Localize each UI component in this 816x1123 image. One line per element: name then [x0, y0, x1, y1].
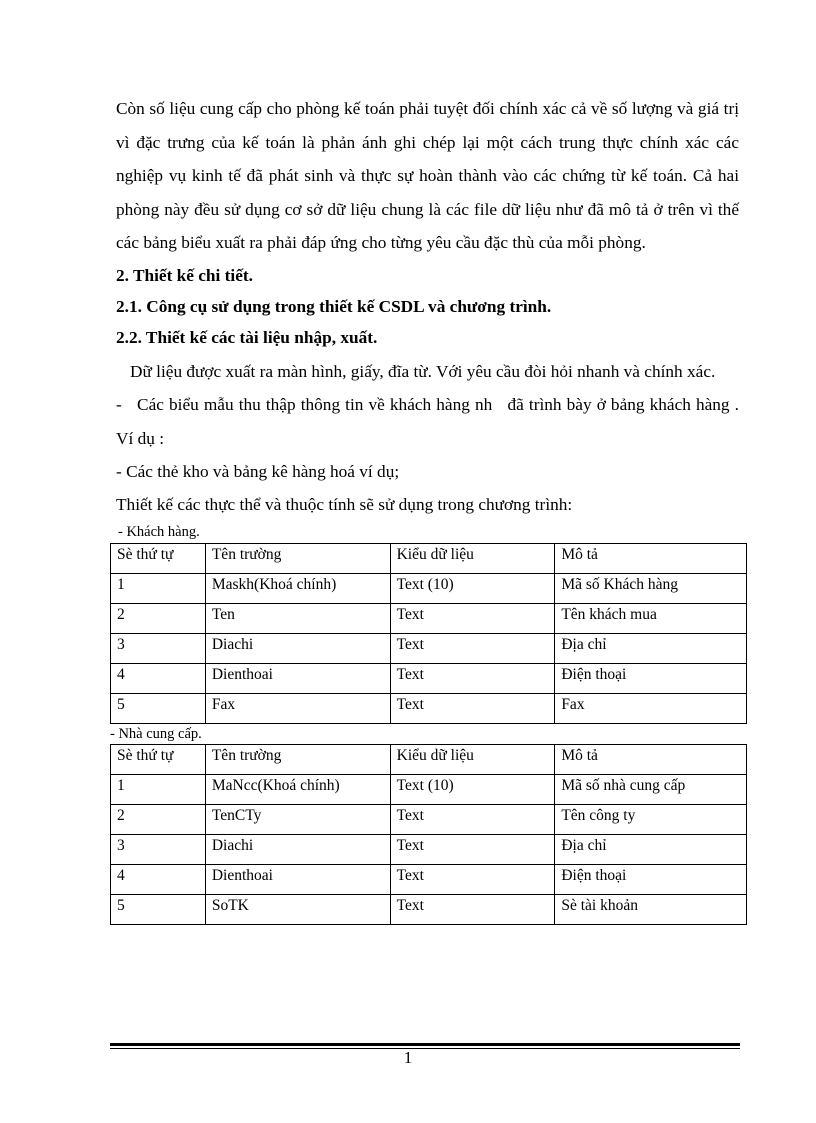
table-cell: Text [390, 634, 555, 664]
table-cell: 4 [111, 664, 206, 694]
table-cell: SoTK [205, 895, 390, 925]
table-cell: Dienthoai [205, 664, 390, 694]
table-cell: Mã số nhà cung cấp [555, 775, 747, 805]
page-number: 1 [403, 1048, 413, 1067]
table-cell: TenCTy [205, 805, 390, 835]
table-cell: 2 [111, 805, 206, 835]
table-cell: 2 [111, 604, 206, 634]
table-cell: 5 [111, 694, 206, 724]
supplier-table-caption: - Nhà cung cấp. [110, 726, 202, 742]
section-heading-2: 2. Thiết kế chi tiết. [116, 265, 253, 285]
table-cell: Diachi [205, 835, 390, 865]
table-cell: 1 [111, 775, 206, 805]
table-cell: Text [390, 604, 555, 634]
header-cell: Kiểu dữ liệu [390, 544, 555, 574]
table-cell: Điện thoại [555, 865, 747, 895]
table-cell: Text [390, 865, 555, 895]
table-cell: Mã số Khách hàng [555, 574, 747, 604]
output-paragraph: Dữ liệu được xuất ra màn hình, giấy, đĩa từ. Với yêu cầu đòi hỏi nhanh và chính xác. [130, 361, 716, 381]
table-header-row [111, 745, 747, 775]
table-cell: Fax [205, 694, 390, 724]
table-cell: Maskh(Khoá chính) [205, 574, 390, 604]
table-cell: Điện thoại [555, 664, 747, 694]
table-cell: 5 [111, 895, 206, 925]
header-cell: Kiểu dữ liệu [390, 745, 555, 775]
entities-intro: Thiết kế các thực thể và thuộc tính sẽ sử dụng trong chương trình: [116, 495, 573, 514]
section-heading-2-1: 2.1. Công cụ sử dụng trong thiết kế CSDL và chương trình. [116, 296, 552, 316]
table-cell: Fax [555, 694, 747, 724]
table-cell: Tên khách mua [555, 604, 747, 634]
bullet-customer-forms: - Các biểu mẫu thu thập thông tin về khách hàng nh đã trình bày ở bảng khách hàng . Ví dụ : [116, 395, 744, 448]
customer-table [110, 543, 747, 724]
table-row [111, 634, 747, 664]
document-page [110, 92, 744, 925]
table-cell: Text [390, 805, 555, 835]
table-row [111, 805, 747, 835]
header-cell: Mô tả [555, 544, 747, 574]
table-cell: Sè tài khoản [555, 895, 747, 925]
header-cell: Sè thứ tự [111, 544, 206, 574]
header-cell: Mô tả [555, 745, 747, 775]
table-cell: Tên công ty [555, 805, 747, 835]
table-cell: Diachi [205, 634, 390, 664]
intro-paragraph: Còn số liệu cung cấp cho phòng kế toán phải tuyệt đối chính xác cả về số lượng và giá trị vì đặc trưng của kế toán là phản ánh ghi chép lại một cách trung thực chính xác các nghiệp vụ kinh tế đã phát sinh và thực sự hoàn thành vào các chứng từ kế toán. Cả hai phòng này đều sử dụng cơ sở dữ liệu chung là các file dữ liệu như đã mô tả ở trên vì thế các bảng biểu xuất ra phải đáp ứng cho từng yêu cầu đặc thù của mỗi phòng. [116, 99, 739, 252]
table-cell: 3 [111, 835, 206, 865]
table-cell: Dienthoai [205, 865, 390, 895]
table-cell: 1 [111, 574, 206, 604]
table-cell: Địa chỉ [555, 835, 747, 865]
table-row [111, 604, 747, 634]
header-cell: Sè thứ tự [111, 745, 206, 775]
table-cell: Text [390, 895, 555, 925]
header-cell: Tên trường [205, 544, 390, 574]
supplier-table [110, 744, 747, 925]
table-cell: Text (10) [390, 775, 555, 805]
table-cell: Địa chỉ [555, 634, 747, 664]
table-cell: Text [390, 664, 555, 694]
table-cell: Text [390, 835, 555, 865]
header-cell: Tên trường [205, 745, 390, 775]
table-cell: 4 [111, 865, 206, 895]
bullet-stock-cards: - Các thẻ kho và bảng kê hàng hoá ví dụ; [116, 462, 400, 481]
table-row [111, 835, 747, 865]
customer-table-caption: - Khách hàng. [118, 524, 200, 540]
table-row [111, 775, 747, 805]
table-row [111, 895, 747, 925]
section-heading-2-2: 2.2. Thiết kế các tài liệu nhập, xuất. [116, 327, 378, 347]
table-cell: Text [390, 694, 555, 724]
table-header-row [111, 544, 747, 574]
table-cell: 3 [111, 634, 206, 664]
table-row [111, 865, 747, 895]
table-cell: Ten [205, 604, 390, 634]
table-cell: MaNcc(Khoá chính) [205, 775, 390, 805]
table-row [111, 574, 747, 604]
footer-rule-thick [110, 1043, 740, 1046]
table-cell: Text (10) [390, 574, 555, 604]
table-row [111, 664, 747, 694]
table-row [111, 694, 747, 724]
